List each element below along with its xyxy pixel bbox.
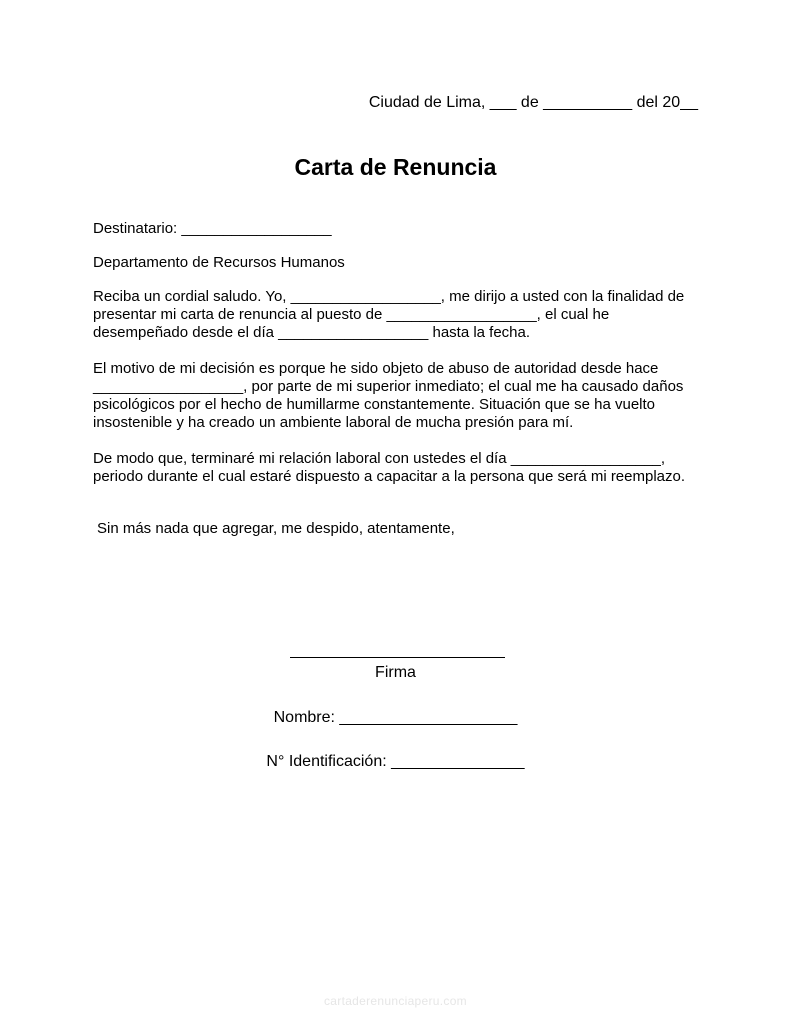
name-field: Nombre: ____________________ xyxy=(273,709,518,726)
paragraph-greeting: Reciba un cordial saludo. Yo, __________________, me dirijo a usted con la finalidad de presentar mi carta de renuncia al puesto de __________________, el cual he desempeñado desde el día __________________ hasta la fecha. xyxy=(93,288,685,341)
paragraph-termination: De modo que, terminaré mi relación laboral con ustedes el día __________________, periodo durante el cual estaré dispuesto a capacitar a la persona que será mi reemplazo. xyxy=(93,450,686,485)
paragraph-reason: El motivo de mi decisión es porque he sido objeto de abuso de autoridad desde hace __________________, por parte de mi superior inmediato; el cual me ha causado daños psicológicos por el hecho de humillarme constantemente. Situación que se ha vuelto insostenible y ha creado un ambiente laboral de mucha presión para mí. xyxy=(93,360,684,431)
page-title: Carta de Renuncia xyxy=(294,154,497,180)
closing-line: Sin más nada que agregar, me despido, atentamente, xyxy=(97,520,455,537)
department-line: Departamento de Recursos Humanos xyxy=(93,254,345,271)
recipient-line: Destinatario: __________________ xyxy=(93,220,332,237)
identification-field: N° Identificación: _______________ xyxy=(266,753,525,770)
watermark: cartaderenunciaperu.com xyxy=(324,994,467,1008)
signature-label: Firma xyxy=(375,664,416,681)
date-line: Ciudad de Lima, ___ de __________ del 20__ xyxy=(368,94,698,111)
signature-line xyxy=(290,657,505,658)
